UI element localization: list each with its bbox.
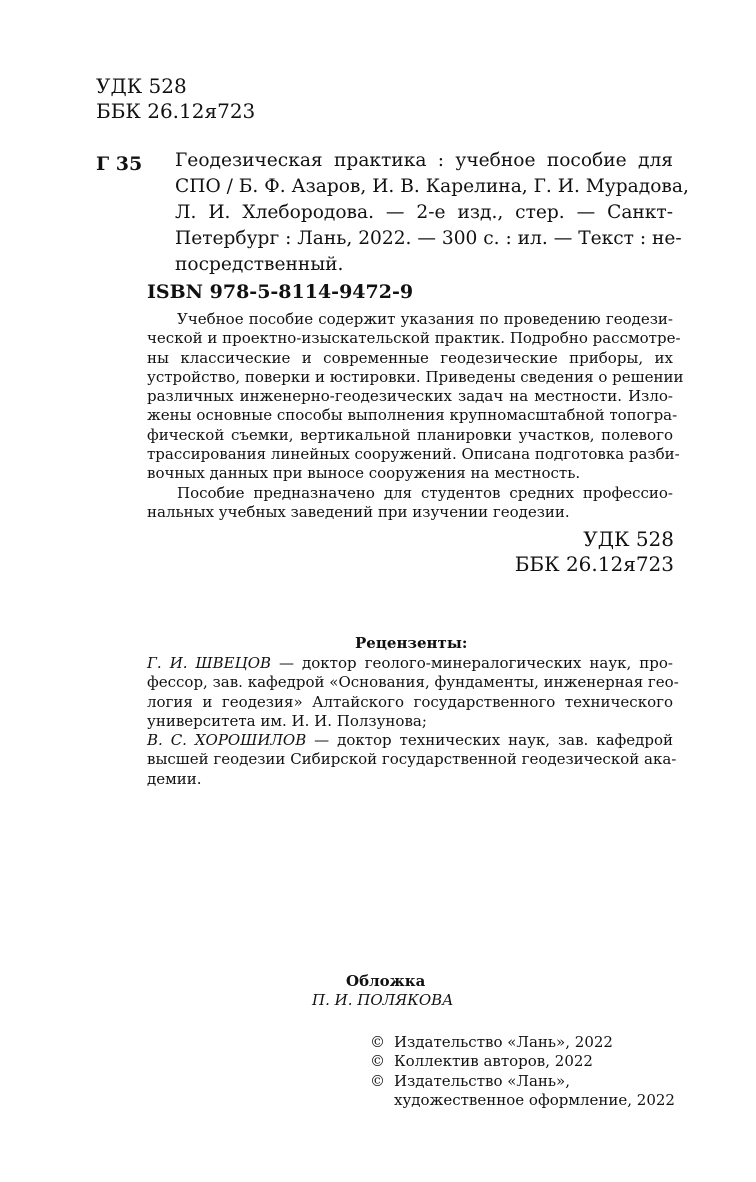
copyright-symbol: © (370, 1033, 385, 1051)
reviewer-text: — доктор технических наук, зав. кафедрой (306, 731, 673, 750)
annotation-line: Пособие предназначено для студентов средних профессио- (177, 483, 673, 502)
reviewer-name: Г. И. ШВЕЦОВ (147, 654, 272, 672)
annotation-line: ны классические и современные геодезические приборы, их (147, 348, 673, 367)
annotation-line: нальных учебных заведений при изучении геодезии. (147, 502, 570, 521)
isbn: ISBN 978-5-8114-9472-9 (147, 281, 414, 303)
biblio-line: Петербург : Лань, 2022. — 300 с. : ил. — Текст : не- (175, 228, 682, 249)
reviewer-name: В. С. ХОРОШИЛОВ (147, 731, 307, 750)
bbk-code: ББК 26.12я723 (514, 552, 674, 576)
cover-designer: П. И. ПОЛЯКОВА (312, 991, 454, 1009)
copyright-line (370, 1052, 675, 1071)
biblio-line: СПО / Б. Ф. Азаров, И. В. Карелина, Г. И. Мурадова, (175, 176, 689, 197)
annotation-line: различных инженерно-геодезических задач на местности. Изло- (147, 387, 673, 406)
udk-block-top (96, 74, 255, 124)
author-mark: Г 35 (96, 153, 143, 175)
reviewer-line (147, 731, 673, 750)
annotation-line: ческой и проектно-изыскательской практик. Подробно рассмотре- (147, 329, 681, 348)
biblio-line: Л. И. Хлебородова. — 2-е изд., стер. — Санкт- (175, 202, 673, 223)
copyright-text: Издательство «Лань», 2022 (394, 1033, 613, 1051)
annotation-line: вочных данных при выносе сооружения на местность. (147, 464, 581, 483)
biblio-line: Геодезическая практика : учебное пособие для (175, 150, 673, 171)
bibliographic-description (175, 148, 689, 278)
annotation-line: трассирования линейных сооружений. Описана подготовка разби- (147, 445, 680, 464)
copyright-symbol: © (370, 1071, 385, 1090)
copyright-text: Издательство «Лань», (394, 1071, 571, 1090)
annotation-line: устройство, поверки и юстировки. Приведены сведения о решении (147, 367, 684, 386)
copyright-text: Коллектив авторов, 2022 (394, 1052, 593, 1071)
reviewer-line: демии. (147, 769, 202, 788)
copyright-line (370, 1072, 675, 1091)
bbk-code: ББК 26.12я723 (96, 99, 256, 123)
reviewer-text: — доктор геолого-минералогических наук, про- (271, 654, 673, 672)
copyright-block (370, 1033, 675, 1110)
annotation (147, 310, 684, 522)
annotation-line: Учебное пособие содержит указания по проведению геодези- (177, 310, 673, 328)
annotation-line: фической съемки, вертикальной планировки участков, полевого (147, 425, 673, 444)
udk-code: УДК 528 (583, 527, 674, 551)
reviewer-line: высшей геодезии Сибирской государственной геодезической ака- (147, 750, 677, 769)
annotation-line: жены основные способы выполнения крупномасштабной топогра- (147, 406, 678, 425)
reviewers-list (147, 654, 679, 789)
copyright-line (370, 1033, 675, 1052)
reviewer-line: логия и геодезия» Алтайского государственного технического (147, 692, 673, 711)
copyright-symbol: © (370, 1052, 385, 1071)
cover-heading: Обложка (346, 972, 426, 990)
udk-block-bottom (515, 527, 674, 577)
copyright-line: художественное оформление, 2022 (394, 1090, 675, 1109)
udk-code: УДК 528 (96, 74, 187, 98)
reviewer-line: университета им. И. И. Ползунова; (147, 711, 427, 730)
biblio-line: посредственный. (175, 254, 344, 275)
reviewers-heading: Рецензенты: (355, 634, 468, 652)
reviewer-line: фессор, зав. кафедрой «Основания, фундаменты, инженерная гео- (147, 673, 679, 692)
reviewer-line (147, 654, 673, 673)
